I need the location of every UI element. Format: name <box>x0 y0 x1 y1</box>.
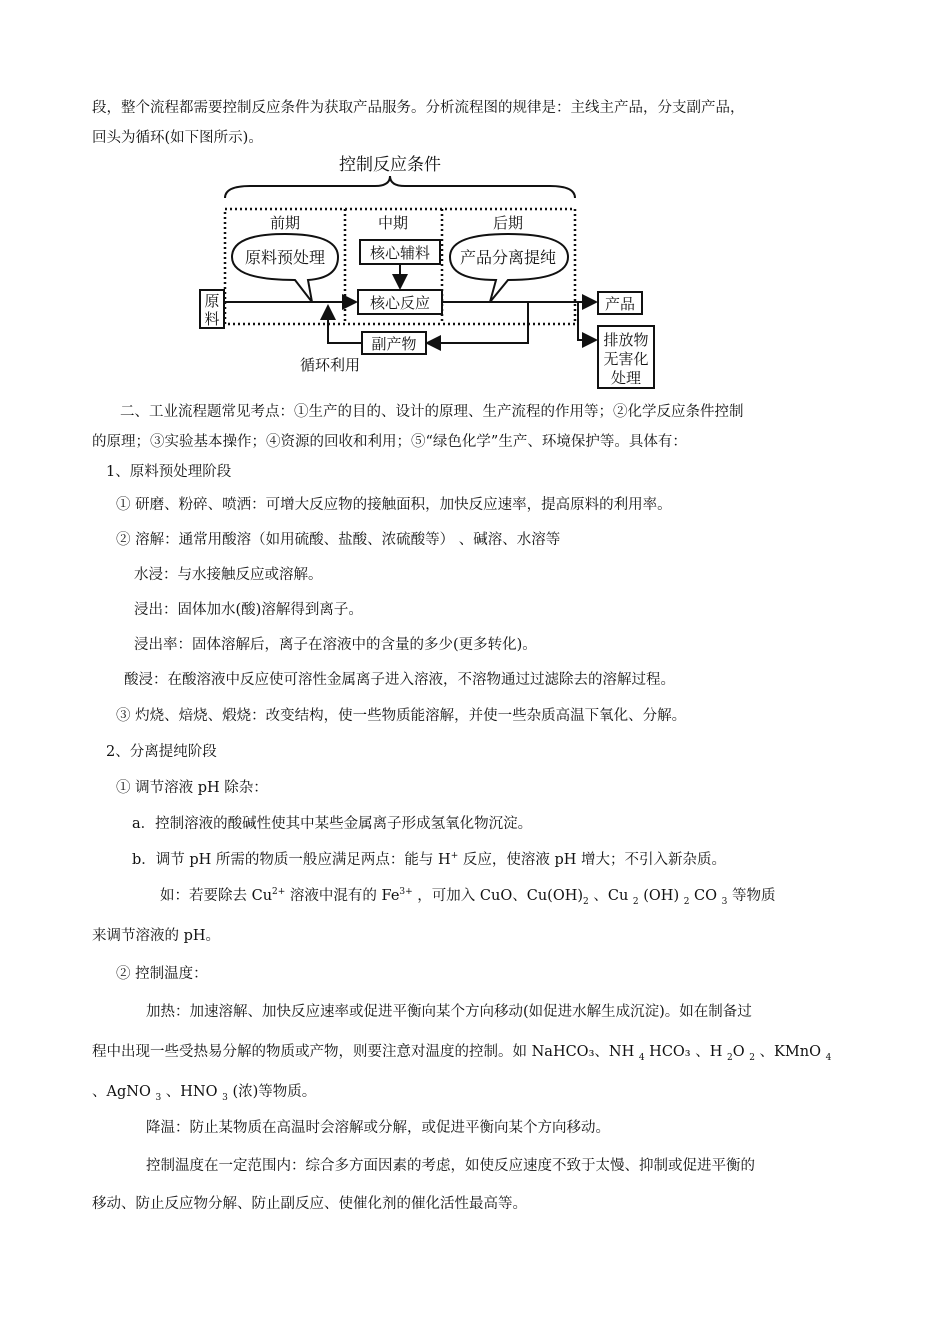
process-flow-diagram <box>190 150 670 395</box>
separation-label: 产品分离提纯 <box>459 248 557 267</box>
waste-label-1: 排放物 <box>603 331 649 349</box>
waste-label-3: 处理 <box>610 369 642 387</box>
s1-item-2: ② 溶解：通常用酸溶（如用硫酸、盐酸、浓硫酸等） 、碱溶、水溶等 <box>116 532 561 548</box>
waste-label-2: 无害化 <box>603 350 649 368</box>
stage-late-label: 后期 <box>492 214 524 232</box>
s1-acid-leach: 酸浸：在酸溶液中反应使可溶性金属离子进入溶液，不溶物通过过滤除去的溶解过程。 <box>124 672 675 688</box>
s2-item-b: b．调节 pH 所需的物质一般应满足两点：能与 H+ 反应，使溶液 pH 增大；不引入新杂质。 <box>132 851 726 868</box>
core-aux-label: 核心辅料 <box>369 244 431 262</box>
pretreatment-bubble <box>232 234 338 302</box>
core-reaction-label: 核心反应 <box>369 294 431 312</box>
stage-mid-label: 中期 <box>377 214 409 232</box>
product-label: 产品 <box>604 295 636 313</box>
intro-line-2: 回头为循环(如下图所示)。 <box>92 130 263 146</box>
recycle-label: 循环利用 <box>299 356 361 374</box>
s1-water-leach: 水浸：与水接触反应或溶解。 <box>134 567 323 583</box>
s2-heat-line-2: 程中出现一些受热易分解的物质或产物，则要注意对温度的控制。如 NaHCO₃、NH $_4$ HCO₃ 、H $_2$O $_2$ 、KMnO $_4$ <box>92 1044 832 1063</box>
s2-item-1: ① 调节溶液 pH 除杂： <box>116 780 268 796</box>
s1-leach: 浸出：固体加水(酸)溶解得到离子。 <box>134 602 363 618</box>
s1-leach-rate: 浸出率：固体溶解后，离子在溶液中的含量的多少(更多转化)。 <box>134 637 537 653</box>
s2-example-line-2: 来调节溶液的 pH。 <box>92 928 221 944</box>
intro-line-1: 段，整个流程都需要控制反应条件为获取产品服务。分析流程图的规律是：主线主产品，分支副产品， <box>92 100 745 116</box>
s2-item-2: ② 控制温度： <box>116 966 208 982</box>
s2-heat-line-1: 加热：加速溶解、加快反应速率或促进平衡向某个方向移动(如促进水解生成沉淀)。如在制备过 <box>146 1004 752 1020</box>
diagram-top-label: 控制反应条件 <box>339 155 441 175</box>
s2-range-line-2: 移动、防止反应物分解、防止副反应、使催化剂的催化活性最高等。 <box>92 1196 527 1212</box>
waste-branch-line <box>578 302 596 340</box>
separation-bubble <box>450 234 568 302</box>
s2-heat-line-3: 、AgNO $_3$ 、HNO $_3$ (浓)等物质。 <box>92 1084 317 1103</box>
control-brace <box>225 176 575 198</box>
s2-item-a: a．控制溶液的酸碱性使其中某些金属离子形成氢氧化物沉淀。 <box>132 816 533 832</box>
pretreatment-label: 原料预处理 <box>244 248 326 267</box>
section2-line-1: 二、工业流程题常见考点：①生产的目的、设计的原理、生产流程的作用等；②化学反应条件控制 <box>120 404 744 420</box>
raw-material-bottom: 料 <box>204 310 220 328</box>
stage-early-label: 前期 <box>269 214 301 232</box>
s2-example-line-1: 如：若要除去 $Cu^{2+}$ 溶液中混有的 $Fe^{3+}$ ，可加入 CuO、$Cu(OH)_2$ 、Cu $_2$ (OH) $_2$ CO $_3$ 等物质 <box>160 887 776 907</box>
section2-line-2: 的原理；③实验基本操作；④资源的回收和利用；⑤“绿色化学”生产、环境保护等。具体有： <box>92 434 687 450</box>
s2-title: 2、分离提纯阶段 <box>106 744 217 760</box>
s1-item-3: ③ 灼烧、焙烧、煅烧：改变结构，使一些物质能溶解，并使一些杂质高温下氧化、分解。 <box>116 708 687 724</box>
s1-title: 1、原料预处理阶段 <box>106 464 232 480</box>
raw-material-top: 原 <box>204 292 220 310</box>
byproduct-label: 副产物 <box>371 335 417 353</box>
s2-range-line-1: 控制温度在一定范围内：综合多方面因素的考虑，如使反应速度不致于太慢、抑制或促进平衡的 <box>146 1158 755 1174</box>
s1-item-1: ① 研磨、粉碎、喷洒：可增大反应物的接触面积，加快反应速率，提高原料的利用率。 <box>116 497 672 513</box>
s2-cool: 降温：防止某物质在高温时会溶解或分解，或促进平衡向某个方向移动。 <box>146 1120 610 1136</box>
